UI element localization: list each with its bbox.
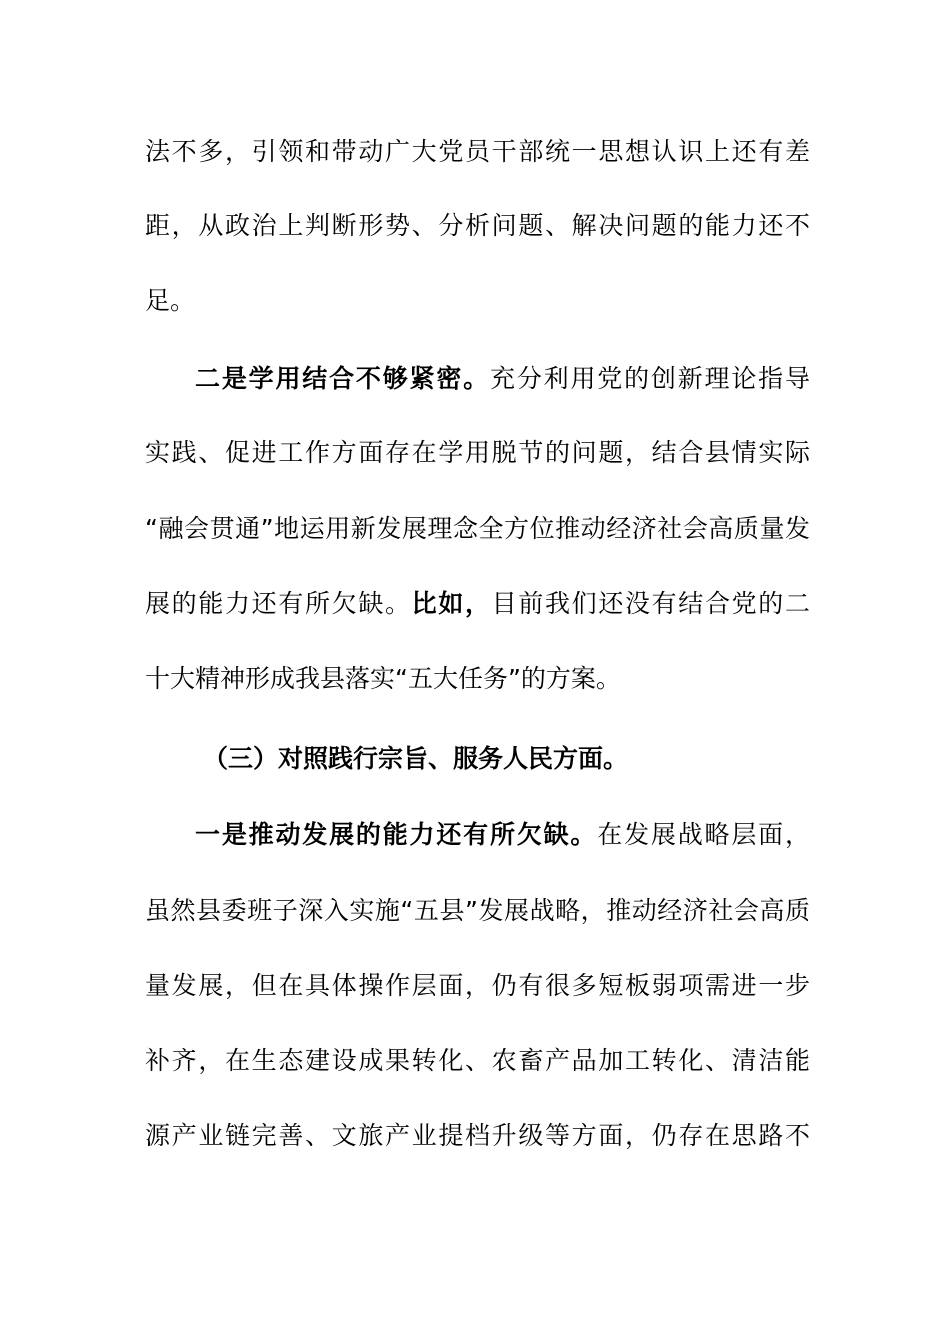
paragraph-line-7	[145, 587, 810, 621]
text-span: 充分利用党的创新理论指导	[490, 364, 810, 393]
paragraph-line-14	[145, 1119, 810, 1153]
text-span: 法不多，引领和带动广大党员干部统一思想认识上还有差	[145, 137, 810, 166]
text-span: 在发展战略层面，	[597, 820, 810, 849]
text-span: 实践、促进工作方面存在学用脱节的问题，结合县情实际	[145, 438, 810, 467]
text-span: 十大精神形成我县落实“五大任务”的方案。	[145, 664, 621, 693]
paragraph-line-1	[145, 135, 810, 169]
paragraph-line-6	[145, 512, 810, 546]
text-span: 足。	[145, 286, 196, 315]
section-heading	[203, 742, 803, 776]
text-span: 展的能力还有所欠缺。	[145, 589, 412, 618]
bold-example-phrase: 比如，	[411, 589, 492, 618]
text-span: 目前我们还没有结合党的二	[491, 589, 810, 618]
paragraph-line-11	[145, 894, 810, 928]
bold-lead-phrase: 二是学用结合不够紧密。	[195, 364, 490, 393]
text-span: “融会贯通”地运用新发展理念全方位推动经济社会高质量发	[145, 514, 810, 543]
paragraph-line-10	[195, 818, 810, 852]
paragraph-line-3	[145, 284, 810, 318]
paragraph-line-8	[145, 662, 810, 696]
paragraph-line-13	[145, 1044, 810, 1078]
bold-lead-phrase: 一是推动发展的能力还有所欠缺。	[195, 820, 598, 849]
paragraph-line-12	[145, 969, 810, 1003]
text-span: 量发展，但在具体操作层面，仍有很多短板弱项需进一步	[145, 971, 810, 1000]
text-span: 补齐，在生态建设成果转化、农畜产品加工转化、清洁能	[145, 1046, 810, 1075]
text-span: 虽然县委班子深入实施“五县”发展战略，推动经济社会高质	[145, 896, 810, 925]
paragraph-line-5	[145, 436, 810, 470]
paragraph-line-2	[145, 209, 810, 243]
text-span: 距，从政治上判断形势、分析问题、解决问题的能力还不	[145, 211, 810, 240]
paragraph-line-4	[195, 362, 810, 396]
text-span: 源产业链完善、文旅产业提档升级等方面，仍存在思路不	[145, 1121, 810, 1150]
section-heading-text: （三）对照践行宗旨、服务人民方面。	[203, 744, 629, 773]
